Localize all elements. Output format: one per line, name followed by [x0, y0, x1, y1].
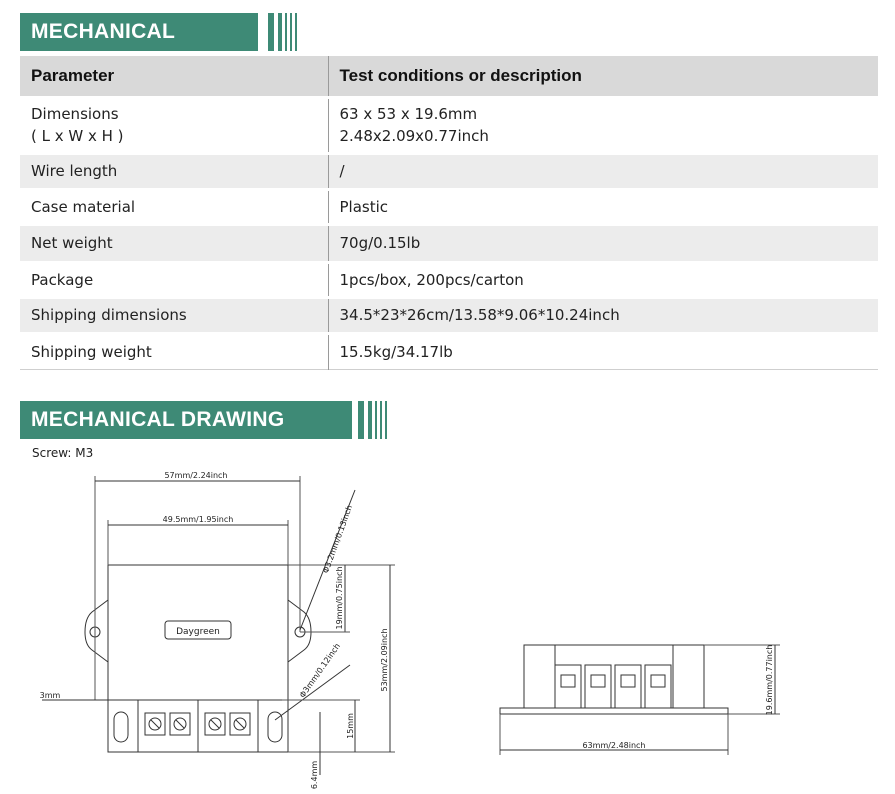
- dim-left-offset: 3mm: [39, 691, 61, 700]
- dim-overall-width: 57mm/2.24inch: [164, 471, 228, 480]
- dim-slot-offset: 6.4mm: [310, 760, 319, 790]
- param-value: Plastic: [328, 189, 878, 224]
- section-title: MECHANICAL: [20, 13, 258, 51]
- param-label: Wire length: [20, 153, 328, 189]
- brand-label: Daygreen: [176, 627, 220, 637]
- table-row: [20, 297, 878, 333]
- side-view-base: [500, 708, 728, 714]
- param-label: Net weight: [20, 224, 328, 262]
- dim-height: 53mm/2.09inch: [380, 628, 389, 692]
- table-row: [20, 262, 878, 297]
- param-value: 63 x 53 x 19.6mm: [339, 105, 478, 123]
- section-header-mechanical: [20, 13, 258, 51]
- slot-left: [114, 712, 128, 742]
- param-label: Case material: [20, 189, 328, 224]
- param-label: Dimensions: [31, 105, 119, 123]
- dim-hole-spacing: 49.5mm/1.95inch: [162, 515, 234, 524]
- param-label: Shipping dimensions: [20, 297, 328, 333]
- param-label: Shipping weight: [20, 333, 328, 369]
- param-value: /: [328, 153, 878, 189]
- table-row: [20, 224, 878, 262]
- dim-hole-diameter: Φ3.2mm/0.13inch: [321, 503, 355, 575]
- table-row: [20, 189, 878, 224]
- table-header-row: [20, 56, 878, 97]
- dim-terminal-height: 15mm: [346, 713, 355, 739]
- param-value: 2.48x2.09x0.77inch: [339, 127, 489, 145]
- dim-side-length: 63mm/2.48inch: [582, 741, 646, 750]
- dim-ear-height: 19mm/0.75inch: [335, 566, 344, 630]
- column-header-parameter: Parameter: [20, 56, 328, 97]
- section-title: MECHANICAL DRAWING: [20, 401, 352, 439]
- side-view-terminals: [555, 665, 671, 708]
- param-value: 34.5*23*26cm/13.58*9.06*10.24inch: [328, 297, 878, 333]
- side-view-body: [524, 645, 704, 708]
- screw-note: Screw: M3: [32, 446, 94, 460]
- mechanical-drawing: [0, 460, 895, 794]
- param-value: 1pcs/box, 200pcs/carton: [328, 262, 878, 297]
- dim-slot-diameter: Φ3mm/0.12inch: [297, 641, 343, 700]
- param-value: 15.5kg/34.17lb: [328, 333, 878, 369]
- mechanical-spec-table: [20, 56, 878, 370]
- param-label: Package: [20, 262, 328, 297]
- table-row: [20, 97, 878, 153]
- left-ear: [85, 600, 108, 662]
- column-header-description: Test conditions or description: [339, 65, 582, 85]
- param-value: 70g/0.15lb: [328, 224, 878, 262]
- table-row: [20, 333, 878, 369]
- table-row: [20, 153, 878, 189]
- param-label: ( L x W x H ): [31, 127, 124, 145]
- section-header-mechanical-drawing: [20, 401, 352, 439]
- dim-side-height: 19.6mm/0.77inch: [765, 644, 774, 716]
